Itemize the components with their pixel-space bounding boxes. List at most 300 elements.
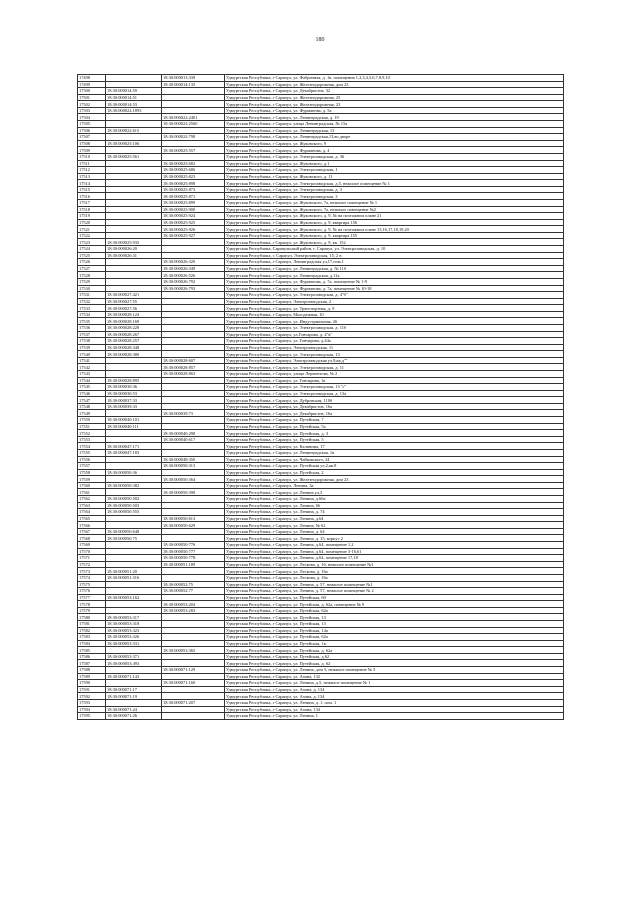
address-cell: Удмуртская Республика, г Сарапул, ул. Ленинградская,13,во дворе: [225, 134, 564, 141]
address-cell: Удмуртская Республика, г Сарапул, ул. Электрозаводская, д.5, нежилое помещение № 1: [225, 180, 564, 187]
building-cadastral-number-cell: [162, 338, 225, 345]
table-row: [78, 193, 564, 200]
address-cell: Удмуртская Республика, г Сарапул, ул. Индустриальная, 26: [225, 318, 564, 325]
table-row: [78, 417, 564, 424]
cadastral-number-cell: [106, 278, 162, 285]
address-cell: Удмуртская Республика, г Сарапул, ул. Путейская, 13: [225, 614, 564, 621]
cadastral-number-cell: 18:30:000028:348: [106, 344, 162, 351]
table-row: [78, 542, 564, 549]
building-cadastral-number-cell: 18:30:000014:135: [162, 81, 225, 88]
building-cadastral-number-cell: [162, 101, 225, 108]
row-number-cell: 17567: [78, 528, 106, 535]
cadastral-number-cell: 18:30:000050:75: [106, 535, 162, 542]
row-number-cell: 17546: [78, 390, 106, 397]
cadastral-number-cell: [106, 667, 162, 674]
row-number-cell: 17554: [78, 443, 106, 450]
address-cell: Удмуртская Республика, г Сарапул, ул. Ленина, д. 74: [225, 509, 564, 516]
row-number-cell: 17558: [78, 469, 106, 476]
row-number-cell: 17538: [78, 338, 106, 345]
table-row: [78, 397, 564, 404]
cadastral-number-cell: 18:30:000027:56: [106, 305, 162, 312]
cadastral-number-cell: 18:30:000050:36: [106, 469, 162, 476]
cadastral-number-cell: [106, 259, 162, 266]
row-number-cell: 17573: [78, 568, 106, 575]
cadastral-number-cell: [106, 555, 162, 562]
cadastral-number-cell: 18:30:000040:111: [106, 423, 162, 430]
address-cell: Удмуртская Республика, г Сарапул, ул. Электрозаводская, 3: [225, 193, 564, 200]
table-row: [78, 101, 564, 108]
address-cell: Удмуртская Республика, г Сарапул, ул. Железнодорожная, 25: [225, 94, 564, 101]
row-number-cell: 17523: [78, 239, 106, 246]
row-number-cell: 17575: [78, 581, 106, 588]
address-cell: Удмуртская Республика, г Сарапул, ул. Электрозаводская, д. 4"б": [225, 292, 564, 299]
row-number-cell: 17529: [78, 278, 106, 285]
table-row: [78, 384, 564, 391]
address-cell: Удмуртская Республика, г Сарапул, ул. Дубровская, 110б: [225, 397, 564, 404]
table-row: [78, 706, 564, 713]
address-cell: Удмуртская Республика, г Сарапул, ул. Жуковского, 9: [225, 140, 564, 147]
address-cell: Удмуртская Республика, г Сарапул, ул. Ленина, д.64, помещение 1,2: [225, 542, 564, 549]
cadastral-number-cell: [106, 232, 162, 239]
table-row: [78, 699, 564, 706]
table-row: [78, 620, 564, 627]
cadastral-number-cell: [106, 206, 162, 213]
row-number-cell: 17590: [78, 680, 106, 687]
building-cadastral-number-cell: [162, 660, 225, 667]
table-row: [78, 574, 564, 581]
cadastral-number-cell: 18:30:000050:502: [106, 496, 162, 503]
row-number-cell: 17569: [78, 542, 106, 549]
property-registry-table: [77, 74, 564, 720]
address-cell: Удмуртская Республика, г Сарапул, ул. Жуковского, 7а, нежилое помещение № 1: [225, 199, 564, 206]
building-cadastral-number-cell: [162, 496, 225, 503]
cadastral-number-cell: [106, 410, 162, 417]
building-cadastral-number-cell: [162, 535, 225, 542]
table-row: [78, 482, 564, 489]
building-cadastral-number-cell: [162, 140, 225, 147]
building-cadastral-number-cell: [162, 423, 225, 430]
row-number-cell: 17580: [78, 614, 106, 621]
row-number-cell: 17557: [78, 463, 106, 470]
row-number-cell: 17540: [78, 351, 106, 358]
registry-table-body: [78, 75, 564, 720]
cadastral-number-cell: [106, 581, 162, 588]
row-number-cell: 17566: [78, 522, 106, 529]
table-row: [78, 588, 564, 595]
table-row: [78, 364, 564, 371]
cadastral-number-cell: [106, 121, 162, 128]
cadastral-number-cell: [106, 542, 162, 549]
cadastral-number-cell: 18:30:000071:24: [106, 706, 162, 713]
row-number-cell: 17570: [78, 548, 106, 555]
address-cell: Удмуртская Республика, г Сарапул, ул. Ленина, 66: [225, 502, 564, 509]
cadastral-number-cell: [106, 699, 162, 706]
table-row: [78, 344, 564, 351]
table-row: [78, 640, 564, 647]
cadastral-number-cell: 18:30:000028:257: [106, 338, 162, 345]
building-cadastral-number-cell: 18:30:000040:617: [162, 436, 225, 443]
row-number-cell: 17544: [78, 377, 106, 384]
building-cadastral-number-cell: 18:30:000071:207: [162, 699, 225, 706]
building-cadastral-number-cell: [162, 344, 225, 351]
cadastral-number-cell: 18:30:000050:503: [106, 502, 162, 509]
row-number-cell: 17508: [78, 140, 106, 147]
building-cadastral-number-cell: [162, 417, 225, 424]
address-cell: Удмуртская Республика, г Сарапул, ул. Железнодорожная, дом 23: [225, 81, 564, 88]
table-row: [78, 660, 564, 667]
row-number-cell: 17594: [78, 706, 106, 713]
building-cadastral-number-cell: 18:30:000026:526: [162, 272, 225, 279]
table-row: [78, 88, 564, 95]
address-cell: Удмуртская Республика, г Сарапул, ул. Жуковского, д. 9, квартира 156: [225, 219, 564, 226]
row-number-cell: 17532: [78, 298, 106, 305]
cadastral-number-cell: 18:30:000047:183: [106, 449, 162, 456]
building-cadastral-number-cell: 18:30:000013:339: [162, 75, 225, 82]
table-row: [78, 653, 564, 660]
address-cell: Удмуртская Республика, г Сарапул, ул. Жуковского, д. 9, № на поэтажном плане 15,16,17,18,19,20: [225, 226, 564, 233]
building-cadastral-number-cell: 18:30:000025:925: [162, 219, 225, 226]
row-number-cell: 17526: [78, 259, 106, 266]
row-number-cell: 17531: [78, 292, 106, 299]
address-cell: Удмуртская Республика, г Сарапул, ул. Путейская, 60: [225, 594, 564, 601]
table-row: [78, 107, 564, 114]
building-cadastral-number-cell: [162, 94, 225, 101]
row-number-cell: 17527: [78, 265, 106, 272]
building-cadastral-number-cell: 18:30:000025:924: [162, 213, 225, 220]
table-row: [78, 239, 564, 246]
row-number-cell: 17549: [78, 410, 106, 417]
table-row: [78, 147, 564, 154]
cadastral-number-cell: [106, 186, 162, 193]
page-number: 180: [315, 37, 325, 43]
building-cadastral-number-cell: 18:30:000050:776: [162, 542, 225, 549]
building-cadastral-number-cell: [162, 640, 225, 647]
address-cell: Удмуртская Республика, г Сарапул, ул. Ленинградская, 1в: [225, 449, 564, 456]
building-cadastral-number-cell: [162, 594, 225, 601]
cadastral-number-cell: [106, 81, 162, 88]
address-cell: Удмуртская Республика, г Сарапул, ул. Ленина, д. 64: [225, 528, 564, 535]
building-cadastral-number-cell: 18:30:000051:189: [162, 561, 225, 568]
address-cell: Удмуртская Республика, г Сарапул, ул. Фурманова, д. 5а: [225, 107, 564, 114]
cadastral-number-cell: [106, 193, 162, 200]
cadastral-number-cell: [106, 436, 162, 443]
table-row: [78, 548, 564, 555]
cadastral-number-cell: 18:30:000028:228: [106, 324, 162, 331]
row-number-cell: 17559: [78, 476, 106, 483]
building-cadastral-number-cell: [162, 324, 225, 331]
row-number-cell: 17565: [78, 515, 106, 522]
table-row: [78, 686, 564, 693]
row-number-cell: 17510: [78, 153, 106, 160]
building-cadastral-number-cell: [162, 127, 225, 134]
cadastral-number-cell: 18:30:000022:1893: [106, 107, 162, 114]
address-cell: Удмуртская Республика, г Сарапул, ул. Электрозаводская, 13: [225, 351, 564, 358]
table-row: [78, 127, 564, 134]
address-cell: Удмуртская Республика, г Сарапул, ул. Путейская, 5: [225, 436, 564, 443]
cadastral-number-cell: 18:30:000071:26: [106, 713, 162, 720]
table-row: [78, 430, 564, 437]
table-row: [78, 410, 564, 417]
table-row: [78, 167, 564, 174]
table-row: [78, 94, 564, 101]
building-cadastral-number-cell: 18:30:000025:557: [162, 147, 225, 154]
building-cadastral-number-cell: 18:30:000050:613: [162, 515, 225, 522]
table-row: [78, 324, 564, 331]
cadastral-number-cell: [106, 147, 162, 154]
cadastral-number-cell: [106, 160, 162, 167]
table-row: [78, 496, 564, 503]
building-cadastral-number-cell: [162, 403, 225, 410]
address-cell: Удмуртская Республика, г Сарапул, ул. Ленина, д.64: [225, 515, 564, 522]
building-cadastral-number-cell: [162, 107, 225, 114]
address-cell: Удмуртская Республика, г Сарапул, ул. Путейская, д.62: [225, 653, 564, 660]
building-cadastral-number-cell: 18:30:000028:863: [162, 371, 225, 378]
address-cell: Удмуртская Республика, г Сарапул, ул. Декабристов, 16а: [225, 403, 564, 410]
address-cell: Удмуртская Республика, г Сарапул, ул. Электрозаводская, 1: [225, 167, 564, 174]
address-cell: Удмуртская Республика, г Сарапул, ул. Железнодорожная, дом 23: [225, 476, 564, 483]
address-cell: Удмуртская Республика, г Сарапул, ул. Ленина, 1: [225, 713, 564, 720]
cadastral-number-cell: 18:30:000051:316: [106, 574, 162, 581]
row-number-cell: 17513: [78, 173, 106, 180]
address-cell: Удмуртская Республика, г Сарапул, ул. Жуковского, д. 9, кв. 152: [225, 239, 564, 246]
cadastral-number-cell: [106, 548, 162, 555]
table-row: [78, 476, 564, 483]
table-row: [78, 75, 564, 82]
address-cell: Удмуртская Республика, г Сарапул, ул. Путейская, 7: [225, 417, 564, 424]
building-cadastral-number-cell: [162, 693, 225, 700]
row-number-cell: 17555: [78, 449, 106, 456]
address-cell: Удмуртская Республика, г Сарапул, ул. Лескова, д. 16а: [225, 574, 564, 581]
row-number-cell: 17522: [78, 232, 106, 239]
cadastral-number-cell: [106, 226, 162, 233]
cadastral-number-cell: 18:30:000027:55: [106, 298, 162, 305]
address-cell: Удмуртская Республика, г Сарапул, ул. Жуковского, д. 9, квартира 155: [225, 232, 564, 239]
table-row: [78, 693, 564, 700]
building-cadastral-number-cell: 18:30:000050:313: [162, 463, 225, 470]
building-cadastral-number-cell: 18:30:000071:160: [162, 680, 225, 687]
address-cell: Удмуртская Республика, г Сарапул, Ленина, 3а: [225, 482, 564, 489]
cadastral-number-cell: [106, 134, 162, 141]
address-cell: Удмуртская Республика, г Сарапул, ул. Фурманова, д. 7а, помещение № 10-18: [225, 285, 564, 292]
table-row: [78, 351, 564, 358]
cadastral-number-cell: [106, 680, 162, 687]
table-row: [78, 502, 564, 509]
address-cell: Удмуртская Республика, г Сарапул, ул. Фабричная, д. 1в, помещения 1,2,3,4,5,6,7,8,9,10: [225, 75, 564, 82]
row-number-cell: 17505: [78, 121, 106, 128]
row-number-cell: 17501: [78, 94, 106, 101]
building-cadastral-number-cell: 18:30:000025:873: [162, 186, 225, 193]
table-row: [78, 160, 564, 167]
cadastral-number-cell: [106, 456, 162, 463]
cadastral-number-cell: 18:30:000030:36: [106, 384, 162, 391]
table-row: [78, 449, 564, 456]
table-row: [78, 121, 564, 128]
cadastral-number-cell: [106, 515, 162, 522]
table-row: [78, 140, 564, 147]
table-row: [78, 627, 564, 634]
table-row: [78, 568, 564, 575]
table-row: [78, 232, 564, 239]
cadastral-number-cell: 18:30:000014:59: [106, 88, 162, 95]
building-cadastral-number-cell: [162, 620, 225, 627]
address-cell: Удмуртская Республика, г Сарапул, ул. Путейская, д. 62а, помещение № 9: [225, 601, 564, 608]
cadastral-number-cell: 18:30:000027:421: [106, 292, 162, 299]
cadastral-number-cell: 18:30:000050:648: [106, 528, 162, 535]
row-number-cell: 17586: [78, 653, 106, 660]
building-cadastral-number-cell: [162, 331, 225, 338]
building-cadastral-number-cell: 18:30:000025:686: [162, 167, 225, 174]
address-cell: Удмуртская Республика, г Сарапул, улица Лермонтова, № 2: [225, 371, 564, 378]
row-number-cell: 17524: [78, 246, 106, 253]
address-cell: Удмуртская Республика, г Сарапул, ул. Железнодорожная, 23: [225, 101, 564, 108]
table-row: [78, 561, 564, 568]
building-cadastral-number-cell: [162, 397, 225, 404]
building-cadastral-number-cell: [162, 673, 225, 680]
building-cadastral-number-cell: 18:30:000040:298: [162, 430, 225, 437]
address-cell: Удмуртская Республика, г Сарапул, ул. Путейская, 62а: [225, 607, 564, 614]
cadastral-number-cell: 18:30:000039:33: [106, 403, 162, 410]
address-cell: Удмуртская Республика, г Сарапул, ул. Ленина, д. 1, пом. 1: [225, 699, 564, 706]
row-number-cell: 17587: [78, 660, 106, 667]
row-number-cell: 17568: [78, 535, 106, 542]
cadastral-number-cell: [106, 601, 162, 608]
building-cadastral-number-cell: [162, 292, 225, 299]
row-number-cell: 17584: [78, 640, 106, 647]
row-number-cell: 17577: [78, 594, 106, 601]
row-number-cell: 17591: [78, 686, 106, 693]
table-row: [78, 673, 564, 680]
building-cadastral-number-cell: 18:30:000025:823: [162, 173, 225, 180]
building-cadastral-number-cell: [162, 449, 225, 456]
building-cadastral-number-cell: 18:30:000025:898: [162, 180, 225, 187]
table-row: [78, 252, 564, 259]
address-cell: Удмуртская Республика, г Сарапул, ул. Ленина, д. 57, нежилое помещение № 2: [225, 588, 564, 595]
table-row: [78, 515, 564, 522]
table-row: [78, 647, 564, 654]
building-cadastral-number-cell: 18:30:000053:283: [162, 607, 225, 614]
building-cadastral-number-cell: 18:30:000028:857: [162, 364, 225, 371]
address-cell: Удмуртская Республика, г Сарапул, ул. Декабристов, 32: [225, 88, 564, 95]
cadastral-number-cell: [106, 647, 162, 654]
address-cell: Удмуртская Республика, г Сарапул, Молодежная, 10: [225, 311, 564, 318]
row-number-cell: 17519: [78, 213, 106, 220]
cadastral-number-cell: 18:30:000028:895: [106, 377, 162, 384]
row-number-cell: 17514: [78, 180, 106, 187]
row-number-cell: 17592: [78, 693, 106, 700]
table-row: [78, 213, 564, 220]
table-row: [78, 713, 564, 720]
building-cadastral-number-cell: [162, 634, 225, 641]
cadastral-number-cell: 18:30:000053:317: [106, 614, 162, 621]
table-row: [78, 134, 564, 141]
address-cell: Удмуртская Республика, г Сарапул, ул. Путейская, 62а: [225, 634, 564, 641]
row-number-cell: 17545: [78, 384, 106, 391]
address-cell: Удмуртская Республика, Сарапульский район, г. Сарапул, ул. Электрозаводская, д. 10: [225, 246, 564, 253]
cadastral-number-cell: 18:30:000047:171: [106, 443, 162, 450]
cadastral-number-cell: 18:30:000026:31: [106, 252, 162, 259]
cadastral-number-cell: 18:30:000071:17: [106, 686, 162, 693]
cadastral-number-cell: 18:30:000025:106: [106, 140, 162, 147]
row-number-cell: 17506: [78, 127, 106, 134]
table-row: [78, 206, 564, 213]
address-cell: Удмуртская Республика, г Сарапул, ул. Путейская, 13: [225, 620, 564, 627]
table-row: [78, 173, 564, 180]
row-number-cell: 17499: [78, 81, 106, 88]
building-cadastral-number-cell: 18:30:000039:73: [162, 410, 225, 417]
building-cadastral-number-cell: [162, 239, 225, 246]
cadastral-number-cell: 18:30:000051:20: [106, 568, 162, 575]
building-cadastral-number-cell: [162, 614, 225, 621]
cadastral-number-cell: [106, 561, 162, 568]
row-number-cell: 17563: [78, 502, 106, 509]
row-number-cell: 17528: [78, 272, 106, 279]
table-row: [78, 443, 564, 450]
table-row: [78, 528, 564, 535]
row-number-cell: 17543: [78, 371, 106, 378]
row-number-cell: 17541: [78, 357, 106, 364]
table-row: [78, 153, 564, 160]
address-cell: Удмуртская Республика, г Сарапул, Электрозаводская ул,9,кв.д"": [225, 357, 564, 364]
building-cadastral-number-cell: 18:30:000026:792: [162, 278, 225, 285]
row-number-cell: 17572: [78, 561, 106, 568]
cadastral-number-cell: [106, 114, 162, 121]
address-cell: Удмуртская Республика, г Сарапул, ул. Ленинградская, 13: [225, 127, 564, 134]
address-cell: Удмуртская Республика, г Сарапул, ул. Ленина, д.5, нежилое помещение № 1: [225, 680, 564, 687]
building-cadastral-number-cell: [162, 482, 225, 489]
row-number-cell: 17551: [78, 423, 106, 430]
cadastral-number-cell: 18:30:000053:318: [106, 620, 162, 627]
address-cell: Удмуртская Республика, г Сарапул, ул. Ленинградская, д.11а: [225, 272, 564, 279]
address-cell: Удмуртская Республика, г Сарапул, ул. Калинина, 17: [225, 443, 564, 450]
building-cadastral-number-cell: 18:30:000053:365: [162, 647, 225, 654]
row-number-cell: 17504: [78, 114, 106, 121]
table-row: [78, 199, 564, 206]
building-cadastral-number-cell: [162, 311, 225, 318]
building-cadastral-number-cell: [162, 377, 225, 384]
building-cadastral-number-cell: 18:30:000026:793: [162, 285, 225, 292]
cadastral-number-cell: [106, 213, 162, 220]
table-row: [78, 180, 564, 187]
building-cadastral-number-cell: [162, 568, 225, 575]
table-row: [78, 305, 564, 312]
address-cell: Удмуртская Республика, г Сарапул, ул. Лескова, д. 16а: [225, 568, 564, 575]
row-number-cell: 17517: [78, 199, 106, 206]
cadastral-number-cell: 18:30:000025:561: [106, 153, 162, 160]
address-cell: Удмуртская Республика, г Сарапул, ул. Декабристов, 16а: [225, 410, 564, 417]
building-cadastral-number-cell: [162, 443, 225, 450]
address-cell: Удмуртская Республика, г Сарапул, ул. Путейская, д. 3: [225, 430, 564, 437]
row-number-cell: 17578: [78, 601, 106, 608]
row-number-cell: 17533: [78, 305, 106, 312]
table-row: [78, 357, 564, 364]
building-cadastral-number-cell: [162, 713, 225, 720]
row-number-cell: 17593: [78, 699, 106, 706]
row-number-cell: 17515: [78, 186, 106, 193]
cadastral-number-cell: 18:30:000028:169: [106, 318, 162, 325]
row-number-cell: 17595: [78, 713, 106, 720]
cadastral-number-cell: [106, 364, 162, 371]
cadastral-number-cell: 18:30:000014:53: [106, 101, 162, 108]
row-number-cell: 17553: [78, 436, 106, 443]
cadastral-number-cell: 18:30:000028:267: [106, 331, 162, 338]
row-number-cell: 17498: [78, 75, 106, 82]
row-number-cell: 17521: [78, 226, 106, 233]
table-row: [78, 436, 564, 443]
table-row: [78, 114, 564, 121]
building-cadastral-number-cell: [162, 509, 225, 516]
address-cell: Удмуртская Республика, г Сарапул, ул. Электрозаводская, д. 3: [225, 186, 564, 193]
row-number-cell: 17516: [78, 193, 106, 200]
